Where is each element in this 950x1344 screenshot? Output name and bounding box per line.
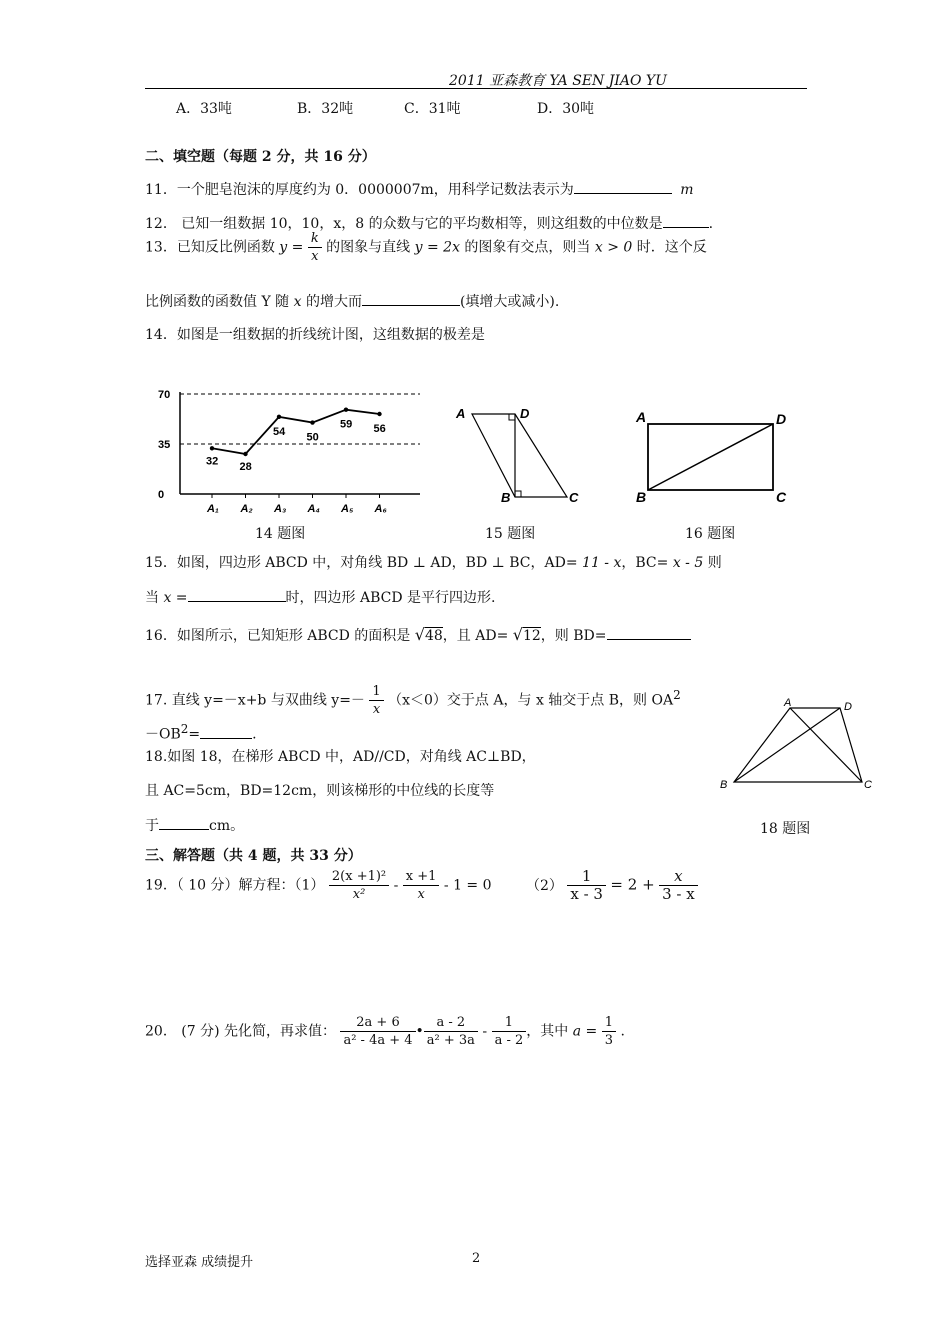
- q13-part3: 的图象有交点，则当: [464, 239, 591, 256]
- q18-l3b: cm。: [209, 818, 245, 834]
- fig14-data-label: 50: [306, 431, 319, 444]
- fig16-caption: 16 题图: [685, 526, 736, 542]
- q19-fraction-1: $\frac{\text{2(x +1)²}}{\text{x²}}$: [329, 868, 389, 903]
- q12-answer-blank[interactable]: [663, 212, 709, 228]
- fig14-xtick-label: A₃: [274, 503, 287, 514]
- q15-line2-a: 当: [145, 590, 159, 606]
- fig14-data-point: [210, 446, 214, 450]
- fig16-label-b: B: [636, 489, 647, 505]
- fig14-ytick-label: 35: [158, 439, 171, 451]
- q17-line2-a: －OB: [145, 726, 181, 743]
- fig14-line-chart: [140, 382, 430, 514]
- fig14-xtick-label: A₂: [240, 503, 253, 514]
- fig15-label-c: C: [569, 490, 579, 505]
- q16: [145, 624, 691, 645]
- q10-option-d: D．30吨: [537, 101, 595, 117]
- q17-fraction: $\frac{1}{x}$: [369, 683, 383, 718]
- q20-b: ，其中: [526, 1023, 569, 1040]
- q15-then: 则: [707, 555, 722, 571]
- q19: [145, 868, 698, 903]
- fig15-right-angle-bottom: [515, 491, 521, 497]
- q13-func-lhs: y =: [279, 239, 304, 256]
- sqrt-icon: √: [512, 625, 523, 644]
- q13-part2: 的图象与直线: [326, 239, 411, 256]
- fig14-ytick-label: 0: [158, 489, 165, 501]
- q11-answer-blank[interactable]: [574, 178, 672, 194]
- q17-line2: [145, 722, 257, 744]
- q13-line2-a: 比例函数的函数值 Y 随: [145, 294, 290, 310]
- fig14-data-point: [277, 415, 281, 419]
- q19-b: （2）: [525, 877, 563, 894]
- fig14-xtick-label: A₆: [374, 503, 387, 514]
- q10-option-b: B．32吨: [297, 101, 354, 117]
- q19-fraction-3: $\frac{1}{x - 3}$: [567, 868, 606, 903]
- q17-answer-blank[interactable]: [200, 723, 252, 739]
- q18-line3: [145, 814, 244, 835]
- fig16-label-c: C: [776, 489, 787, 505]
- q16-b: ，且 AD=: [442, 628, 509, 644]
- q20-fraction-3: $\frac{1}{a - 2}$: [492, 1014, 527, 1049]
- fig14-data-label: 56: [373, 423, 386, 435]
- q16-answer-blank[interactable]: [607, 624, 691, 640]
- fig14-ytick-label: 70: [158, 389, 171, 401]
- q19-fraction-4: $\frac{x}{3 - x}$: [659, 868, 698, 903]
- q19-tail: - 1 = 0: [443, 877, 492, 894]
- q15-line1: [145, 552, 722, 572]
- q13-answer-blank[interactable]: [362, 290, 460, 306]
- fig18-caption: 18 题图: [760, 821, 811, 837]
- q13-var: x: [293, 294, 302, 310]
- fig14-data-label: 59: [340, 418, 353, 431]
- q20-aeq: a =: [572, 1023, 598, 1040]
- q17-line2-b: =: [188, 726, 201, 743]
- q17-line2-end: .: [252, 726, 257, 743]
- fig14-xtick-label: A₅: [341, 503, 354, 514]
- fig16-label-a: A: [636, 409, 647, 425]
- footer-page-number: 2: [472, 1251, 481, 1266]
- fig14-data-point: [310, 420, 314, 424]
- section3-heading: 三、解答题（共 4 题，共 33 分）: [145, 848, 362, 864]
- fig14-xtick-label: A₁: [207, 503, 219, 514]
- q15-line2-b: 时，四边形 ABCD 是平行四边形.: [285, 590, 496, 606]
- q20-fraction-1: $\frac{2a + 6}{\text{a² - 4a + 4}}$: [340, 1014, 415, 1049]
- fig14-data-point: [344, 408, 348, 412]
- q12-end: .: [708, 216, 714, 232]
- q10-option-a: A．33吨: [176, 101, 232, 117]
- q17-line2-sup: 2: [180, 722, 189, 736]
- q15-answer-blank[interactable]: [188, 586, 286, 602]
- header-rule: [145, 88, 807, 89]
- q18-line2: 且 AC=5cm，BD=12cm，则该梯形的中位线的长度等: [145, 783, 495, 799]
- q15-bc-label: ，BC=: [621, 555, 669, 571]
- q12-text: 12． 已知一组数据 10，10，x，8 的众数与它的平均数相等，则这组数的中位数是: [145, 216, 663, 232]
- q15-x-eq: x =: [163, 590, 188, 606]
- q19-fraction-2: $\frac{x +1}{x}$: [403, 868, 440, 903]
- q17-a: 17. 直线 y=－x+b 与双曲线 y=－: [145, 692, 365, 709]
- fig14-data-label: 28: [239, 461, 252, 473]
- fig14-data-label: 54: [273, 425, 286, 438]
- page-header-title: 2011 亚森教育 YA SEN JIAO YU: [449, 73, 667, 89]
- q18-answer-blank[interactable]: [159, 814, 209, 830]
- section2-heading: 二、填空题（每题 2 分，共 16 分）: [145, 149, 376, 165]
- fig18-label-d: D: [844, 701, 852, 713]
- fig15-shape: [472, 414, 567, 497]
- q17-line1: [145, 683, 681, 718]
- fig18-label-a: A: [784, 697, 792, 709]
- q16-area: 48: [424, 628, 443, 644]
- fig14-data-point: [243, 452, 247, 456]
- fig14-xtick-label: A₄: [307, 503, 320, 514]
- fig15-label-b: B: [501, 490, 511, 505]
- q13-line2-b: 的增大而: [305, 294, 362, 310]
- q16-a: 16．如图所示，已知矩形 ABCD 的面积是: [145, 628, 411, 644]
- q15-ad-expr: 11 - x: [582, 555, 622, 571]
- fig14-series-line: [212, 410, 380, 454]
- footer-left: 选择亚森 成绩提升: [145, 1255, 254, 1270]
- q20-value-fraction: $\frac{1}{3}$: [602, 1014, 616, 1049]
- q20-dot: •: [415, 1023, 424, 1040]
- q18-l3a: 于: [145, 818, 159, 834]
- q13-line2-c: (填增大或减小).: [459, 294, 560, 310]
- q17-b: （x＜0）交于点 A，与 x 轴交于点 B，则 OA: [388, 692, 674, 709]
- q18-line1: 18.如图 18，在梯形 ABCD 中，AD//CD，对角线 AC⊥BD，: [145, 749, 536, 765]
- fig15-label-d: D: [520, 406, 530, 421]
- q20-a: 20． (7 分) 先化简，再求值：: [145, 1023, 336, 1040]
- q16-ad: 12: [522, 628, 541, 644]
- q16-c: ，则 BD=: [540, 628, 607, 644]
- fig18-label-c: C: [864, 779, 872, 791]
- fig15-caption: 15 题图: [485, 526, 536, 542]
- fig16-rectangle: [628, 402, 798, 512]
- q14-text: 14．如图是一组数据的折线统计图，这组数据的极差是: [145, 327, 485, 343]
- fig15-right-angle-top: [509, 414, 515, 420]
- q17-sup: 2: [673, 687, 681, 702]
- q20-fraction-2: $\frac{a - 2}{\text{a² + 3a}}$: [424, 1014, 478, 1049]
- q13-cond: x > 0: [594, 239, 633, 256]
- fig16-label-d: D: [776, 411, 787, 427]
- sqrt-icon: √: [414, 625, 425, 644]
- fig18-shape: [734, 708, 862, 782]
- fig16-diagonal-bd: [648, 424, 773, 490]
- fig14-data-point: [377, 412, 381, 416]
- q13-part4: 时．这个反: [636, 239, 707, 256]
- q13-line1: [145, 230, 707, 265]
- fig15-label-a: A: [456, 406, 466, 421]
- q15-line2: [145, 586, 495, 607]
- q13-func-fraction: $\frac{k}{x}$: [308, 230, 322, 265]
- q19-mid: = 2 +: [610, 875, 655, 894]
- q11-unit: m: [680, 182, 694, 198]
- q11-text: 11．一个肥皂泡沫的厚度约为 0．0000007m，用科学记数法表示为: [145, 182, 574, 198]
- fig14-data-label: 32: [206, 455, 219, 468]
- q20-end: .: [620, 1023, 625, 1040]
- q11: [145, 178, 694, 199]
- q13-line2: [145, 290, 559, 311]
- q20-minus: -: [482, 1023, 488, 1040]
- fig18-diagonal-bd: [734, 708, 840, 782]
- q13-part1: 13．已知反比例函数: [145, 239, 275, 256]
- fig15-quadrilateral: [450, 400, 590, 510]
- q20: [145, 1014, 625, 1049]
- q19-a: 19．（ 10 分）解方程：（1）: [145, 877, 325, 894]
- q13-line-eq: y = 2x: [414, 239, 460, 256]
- q15-line1-text: 15．如图，四边形 ABCD 中，对角线 BD ⊥ AD，BD ⊥ BC，AD=: [145, 555, 578, 571]
- q15-bc-expr: x - 5: [672, 555, 704, 571]
- q10-option-c: C．31吨: [404, 101, 461, 117]
- fig14-caption: 14 题图: [255, 526, 306, 542]
- q19-minus: -: [393, 877, 399, 894]
- fig18-label-b: B: [720, 779, 728, 791]
- fig18-trapezoid: [712, 692, 882, 802]
